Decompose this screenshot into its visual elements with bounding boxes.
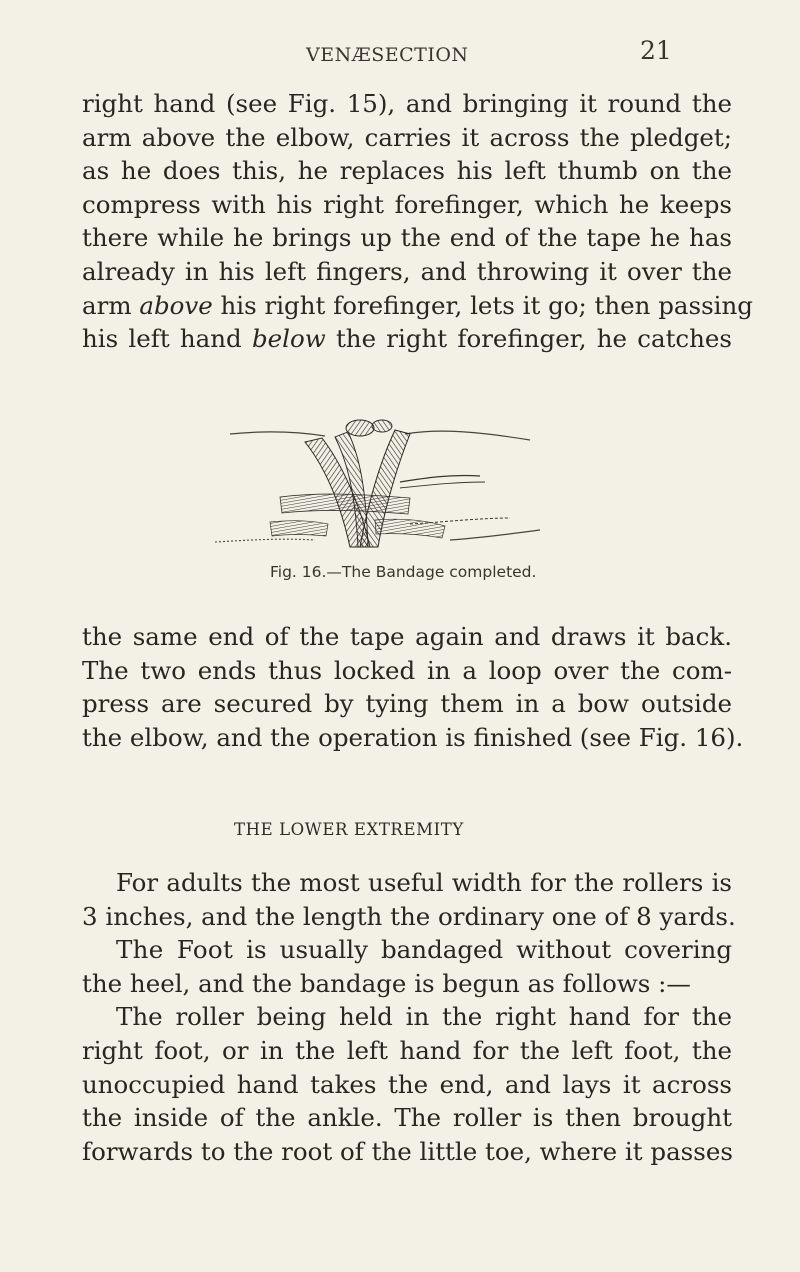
text-line	[82, 933, 732, 967]
page-number: 21	[640, 36, 672, 65]
text-line: compress with his right forefinger, which he keeps	[82, 189, 732, 219]
text-line: the same end of the tape again and draws it back.	[82, 622, 732, 651]
text-line	[82, 289, 753, 323]
paragraph-third	[82, 866, 736, 1168]
bow-loop	[372, 420, 392, 432]
italic-word: above	[139, 290, 213, 320]
text-line: unoccupied hand takes the end, and lays it across	[82, 1069, 732, 1099]
figure-caption: Fig. 16.—The Bandage completed.	[270, 563, 537, 581]
text-line: forwards to the root of the little toe, where it passes	[82, 1136, 733, 1166]
tape-tail-upper2	[400, 482, 485, 488]
arm-outline-lower	[215, 539, 315, 542]
tape-tail-upper	[400, 475, 480, 482]
text-line	[82, 322, 732, 356]
text-line: there while he brings up the end of the tape he has	[82, 223, 732, 253]
text-line: already in his left fingers, and throwing it over the	[82, 256, 732, 286]
text-line: as he does this, he replaces his left thumb on the	[82, 156, 732, 186]
bandage-figure	[210, 412, 550, 562]
text-fragment: his left hand	[82, 324, 252, 354]
text-line: The roller being held in the right hand for the	[116, 1002, 732, 1032]
bow-knot	[346, 420, 374, 436]
running-title: VENÆSECTION	[306, 44, 469, 66]
paragraph-second	[82, 620, 744, 754]
lead-term: The Foot	[116, 935, 234, 965]
section-heading: THE LOWER EXTREMITY	[234, 820, 464, 839]
text-line: 3 inches, and the length the ordinary one of 8 yards.	[82, 901, 736, 931]
bandage-lower-patch	[375, 519, 445, 538]
arm-outline-upper-right	[405, 431, 530, 440]
text-line: The two ends thus locked in a loop over the com-	[82, 655, 732, 685]
bandage-illustration	[210, 412, 550, 562]
text-line: the inside of the ankle. The roller is then brought	[82, 1103, 732, 1133]
text-line: the heel, and the bandage is begun as follows :—	[82, 968, 691, 998]
text-line: right hand (see Fig. 15), and bringing it round the	[82, 89, 732, 118]
text-line: right foot, or in the left hand for the left foot, the	[82, 1035, 732, 1065]
text-fragment: the right forefinger, he catches	[325, 324, 732, 354]
arm-outline-upper	[230, 432, 325, 436]
text-fragment: arm	[82, 290, 140, 320]
italic-word: below	[251, 324, 326, 354]
text-fragment: his right forefinger, lets it go; then passing	[212, 290, 753, 320]
paragraph-first	[82, 87, 753, 356]
bandage-lower-left-patch	[270, 521, 328, 536]
text-fragment: is usually bandaged without covering	[233, 935, 733, 965]
text-line: press are secured by tying them in a bow outside	[82, 689, 732, 719]
text-line: For adults the most useful width for the rollers is	[116, 868, 732, 897]
text-line: the elbow, and the operation is finished (see Fig. 16).	[82, 722, 744, 752]
text-line: arm above the elbow, carries it across the pledget;	[82, 122, 732, 152]
arm-outline-lower-right	[450, 530, 540, 540]
